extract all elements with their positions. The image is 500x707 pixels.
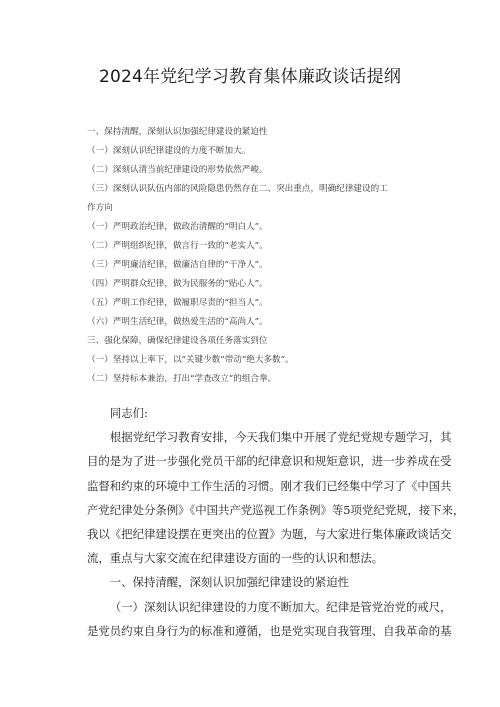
outline-item: （六）严明生活纪律，做热爱生活的“高尚人”。 (87, 317, 268, 327)
outline-item: （一）坚持以上率下，以“关键少数”带动“绝大多数”。 (87, 355, 294, 365)
outline-item: 三、强化保障，确保纪律建设各项任务落实到位 (87, 336, 268, 346)
outline-item: （一）严明政治纪律，做政治清醒的“明白人”。 (87, 222, 268, 232)
outline-item: （三）严明廉洁纪律，做廉洁自律的“干净人”。 (87, 260, 268, 270)
body-line: 是党员约束自身行为的标准和遵循，也是党实现自我管理、自我革命的基 (87, 623, 452, 638)
body-line: 我以《把纪律建设摆在更突出的位置》为题，与大家进行集体廉政谈话交 (87, 527, 452, 542)
outline-item: （四）严明群众纪律，做为民服务的“贴心人”。 (87, 279, 268, 289)
body-line: 根据党纪学习教育安排，今天我们集中开展了党纪党规专题学习，其 (109, 430, 452, 445)
outline-item: （五）严明工作纪律，做履职尽责的“担当人”。 (87, 298, 268, 308)
outline-item: 一、保持清醒，深刻认识加强纪律建设的紧迫性 (87, 127, 268, 137)
outline-item: （二）深刻认清当前纪律建设的形势依然严峻。 (87, 165, 268, 175)
outline-item-continuation: 作方向 (87, 203, 113, 213)
body-line: 产党纪律处分条例》《中国共产党巡视工作条例》等5项党纪党规，接下来， (87, 502, 465, 517)
section-heading: 一、保持清醒，深刻认识加强纪律建设的紧迫性 (109, 575, 350, 590)
outline-item: （二）严明组织纪律，做言行一致的“老实人”。 (87, 241, 268, 251)
body-line: 目的是为了进一步强化党员干部的纪律意识和规矩意识，进一步养成在受 (87, 454, 452, 469)
outline-item: （三）深刻认识队伍内部的风险隐患仍然存在二、突出重点，明确纪律建设的工 (87, 184, 388, 194)
document-title: 2024年党纪学习教育集体廉政谈话提纲 (98, 67, 402, 87)
body-line: 监督和约束的环境中工作生活的习惯。刚才我们已经集中学习了《中国共 (87, 478, 452, 493)
body-line: 流，重点与大家交流在纪律建设方面的一些的认识和想法。 (87, 551, 384, 566)
outline-list (87, 123, 432, 389)
body-text (87, 401, 465, 643)
body-line: （一）深刻认识纪律建设的力度不断加大。纪律是管党治党的戒尺， (109, 599, 452, 614)
outline-item: （一）深刻认识纪律建设的力度不断加大。 (87, 146, 251, 156)
outline-item: （二）坚持标本兼治，打出“学查改立”的组合拳。 (87, 374, 277, 384)
greeting: 同志们: (109, 406, 148, 420)
